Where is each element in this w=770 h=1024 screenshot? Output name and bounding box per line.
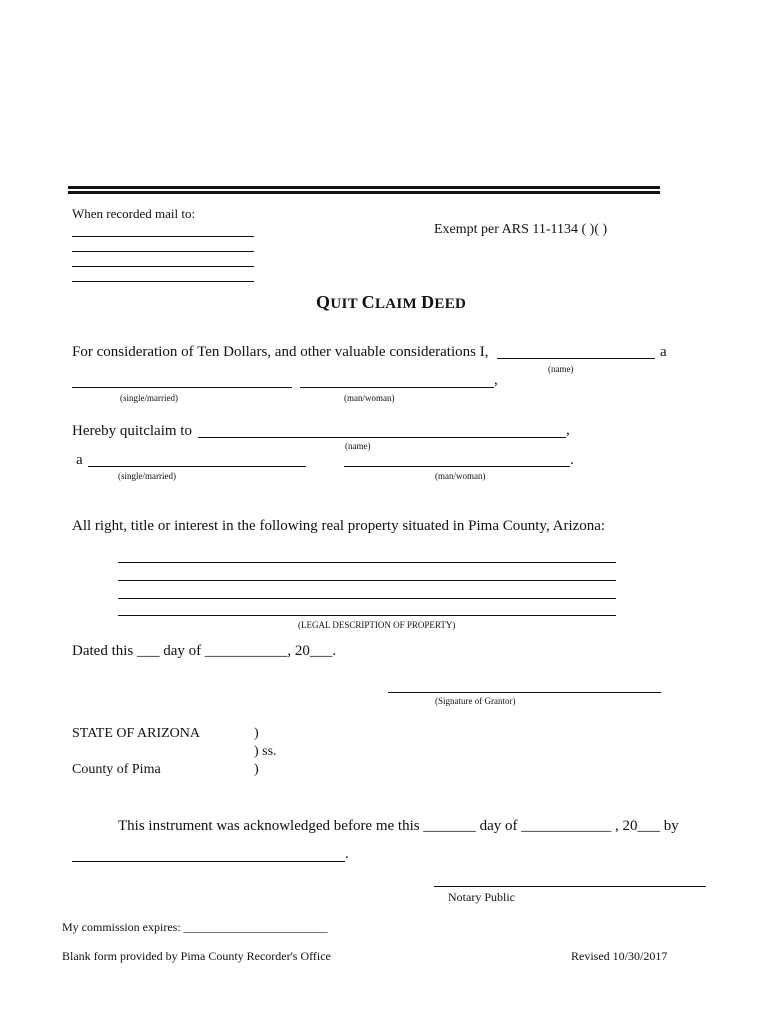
- county-label: County of Pima: [72, 762, 161, 777]
- venue-paren-3: ): [254, 762, 259, 777]
- mail-to-line-3[interactable]: [72, 266, 254, 267]
- quitclaim-label: Hereby quitclaim to: [72, 423, 192, 439]
- mail-to-label: When recorded mail to:: [72, 206, 196, 221]
- property-text: All right, title or interest in the following real property situated in Pima County, Arizona:: [72, 518, 606, 534]
- top-rule-2: [68, 191, 660, 194]
- grantee-name-field[interactable]: [198, 437, 566, 438]
- grantor-signature-field[interactable]: [388, 692, 661, 693]
- mail-to-line-4[interactable]: [72, 281, 254, 282]
- acknowledged-by-field[interactable]: [72, 861, 345, 862]
- grantor-marital-field[interactable]: [72, 387, 292, 388]
- grantor-name-caption: (name): [548, 364, 574, 374]
- acknowledgment-text: This instrument was acknowledged before me this _______ day of ____________ , 20___ by: [118, 818, 679, 834]
- grantee-comma: ,: [566, 422, 570, 438]
- grantor-a-text: a: [660, 344, 667, 360]
- legal-description-line-4[interactable]: [118, 615, 616, 616]
- grantor-marital-caption: (single/married): [120, 393, 178, 403]
- grantor-comma: ,: [494, 372, 498, 388]
- grantee-a-text: a: [76, 452, 83, 468]
- acknowledgment-period: .: [345, 846, 349, 862]
- exempt-text: Exempt per ARS 11-1134 ( )( ): [434, 222, 608, 237]
- page-title: QUIT CLAIM DEED: [316, 292, 467, 312]
- signature-caption: (Signature of Grantor): [435, 696, 516, 706]
- top-rule-1: [68, 186, 660, 189]
- legal-description-line-2[interactable]: [118, 580, 616, 581]
- grantee-gender-field[interactable]: [344, 466, 570, 467]
- commission-expires: My commission expires: ________________________: [62, 920, 328, 934]
- consideration-text: For consideration of Ten Dollars, and other valuable considerations I,: [72, 344, 489, 360]
- grantee-marital-field[interactable]: [88, 466, 306, 467]
- venue-paren-1: ): [254, 726, 259, 741]
- dated-text: Dated this ___ day of ___________, 20___.: [72, 643, 337, 659]
- mail-to-line-1[interactable]: [72, 236, 254, 237]
- grantor-gender-caption: (man/woman): [344, 393, 395, 403]
- legal-description-line-1[interactable]: [118, 562, 616, 563]
- grantor-gender-field[interactable]: [300, 387, 494, 388]
- notary-public-label: Notary Public: [448, 890, 515, 904]
- grantee-name-caption: (name): [345, 441, 371, 451]
- footer-revised: Revised 10/30/2017: [571, 949, 668, 963]
- venue-paren-ss: ) ss.: [254, 744, 277, 759]
- grantor-name-field[interactable]: [497, 358, 655, 359]
- grantee-gender-caption: (man/woman): [435, 471, 486, 481]
- mail-to-line-2[interactable]: [72, 251, 254, 252]
- state-label: STATE OF ARIZONA: [72, 726, 200, 741]
- notary-signature-field[interactable]: [434, 886, 706, 887]
- legal-description-line-3[interactable]: [118, 598, 616, 599]
- grantee-period: .: [570, 452, 574, 468]
- footer-provider: Blank form provided by Pima County Recorder's Office: [62, 949, 331, 963]
- grantee-marital-caption: (single/married): [118, 471, 176, 481]
- legal-description-caption: (LEGAL DESCRIPTION OF PROPERTY): [298, 620, 456, 630]
